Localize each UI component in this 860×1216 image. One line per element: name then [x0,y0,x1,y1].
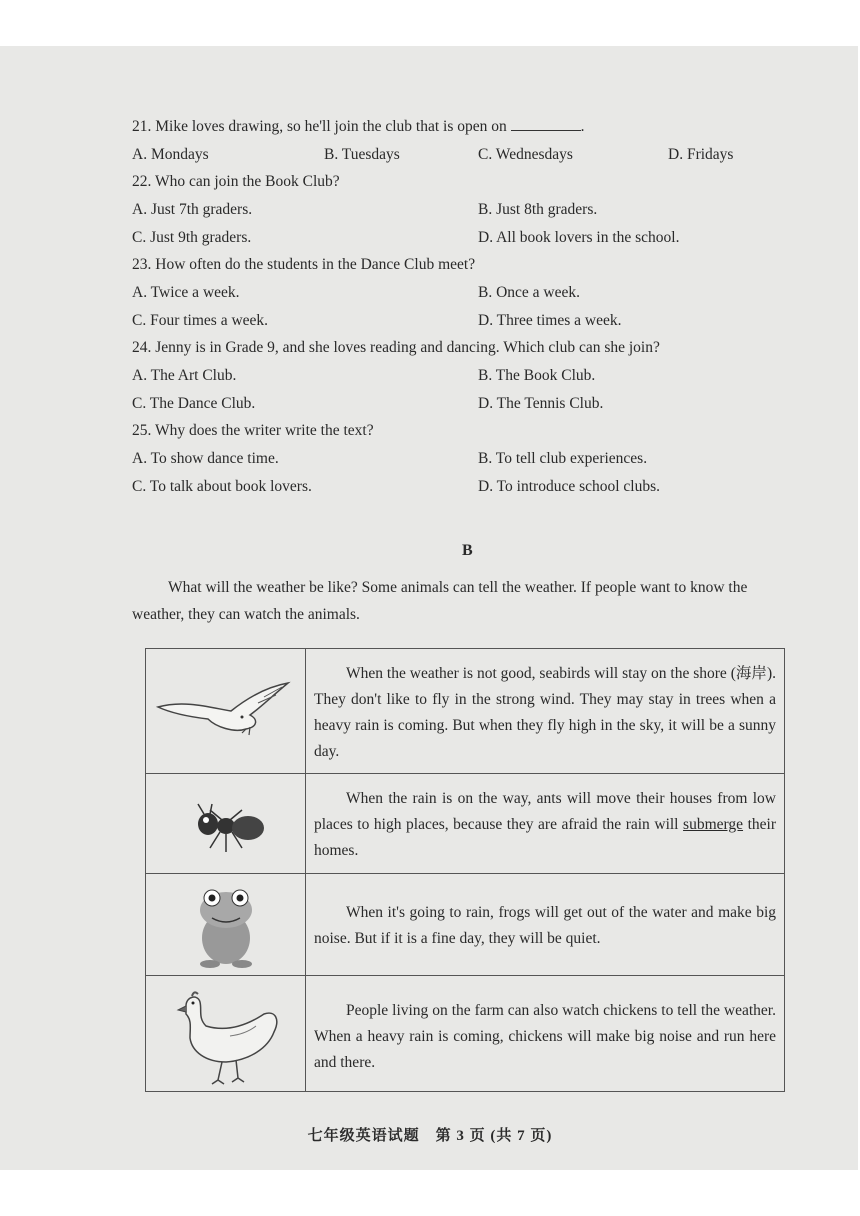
table-row [146,649,785,774]
option: C. Just 9th graders. [132,229,252,246]
animal-description: When the rain is on the way, ants will move their houses from low places to high places, because they are afraid the rain will submerge their homes. [306,774,785,874]
option: C. To talk about book lovers. [132,478,312,495]
page-footer: 七年级英语试题 第 3 页 (共 7 页) [307,1128,553,1144]
question-21-stem: 21. Mike loves drawing, so he'll join the club that is open on . [132,118,585,135]
option: A. To show dance time. [132,450,279,467]
option: A. Mondays [132,146,209,163]
table-row [146,874,785,976]
animal-weather-table [145,648,785,1092]
option: B. To tell club experiences. [478,450,648,467]
question-24-stem: 24. Jenny is in Grade 9, and she loves reading and dancing. Which club can she join? [132,339,660,356]
option: B. Just 8th graders. [478,201,598,218]
question-25-stem: 25. Why does the writer write the text? [132,422,374,439]
section-intro: What will the weather be like? Some animals can tell the weather. If people want to know the weather, they can watch the animals. [132,579,748,623]
section-title: B [462,542,473,559]
option: C. Wednesdays [478,146,573,163]
table-row [146,976,785,1092]
option: D. Three times a week. [478,312,622,329]
question-23-stem: 23. How often do the students in the Dance Club meet? [132,256,476,273]
option: D. Fridays [668,146,734,163]
option: B. Once a week. [478,284,580,301]
animal-description: People living on the farm can also watch chickens to tell the weather. When a heavy rain is coming, chickens will make big noise and run here and there. [306,976,785,1092]
option: B. The Book Club. [478,367,596,384]
option: A. Just 7th graders. [132,201,253,218]
table-row [146,774,785,874]
option: D. To introduce school clubs. [478,478,661,495]
option: D. All book lovers in the school. [478,229,680,246]
chicken-icon [146,976,306,1092]
option: D. The Tennis Club. [478,395,604,412]
option: A. Twice a week. [132,284,240,301]
animal-description: When it's going to rain, frogs will get out of the water and make big noise. But if it is a fine day, they will be quiet. [306,874,785,976]
animal-description: When the weather is not good, seabirds will stay on the shore (海岸). They don't like to fly in the strong wind. They may stay in trees when a heavy rain is coming. But when they fly high in the sky, it will be a sunny day. [306,649,785,774]
frog-icon [146,874,306,976]
option: C. Four times a week. [132,312,269,329]
answer-blank [511,118,581,131]
ant-icon [146,774,306,874]
option: C. The Dance Club. [132,395,256,412]
seabird-icon [146,649,306,774]
exam-page [0,46,858,1170]
question-22-stem: 22. Who can join the Book Club? [132,173,340,190]
option: B. Tuesdays [324,146,400,163]
option: A. The Art Club. [132,367,237,384]
